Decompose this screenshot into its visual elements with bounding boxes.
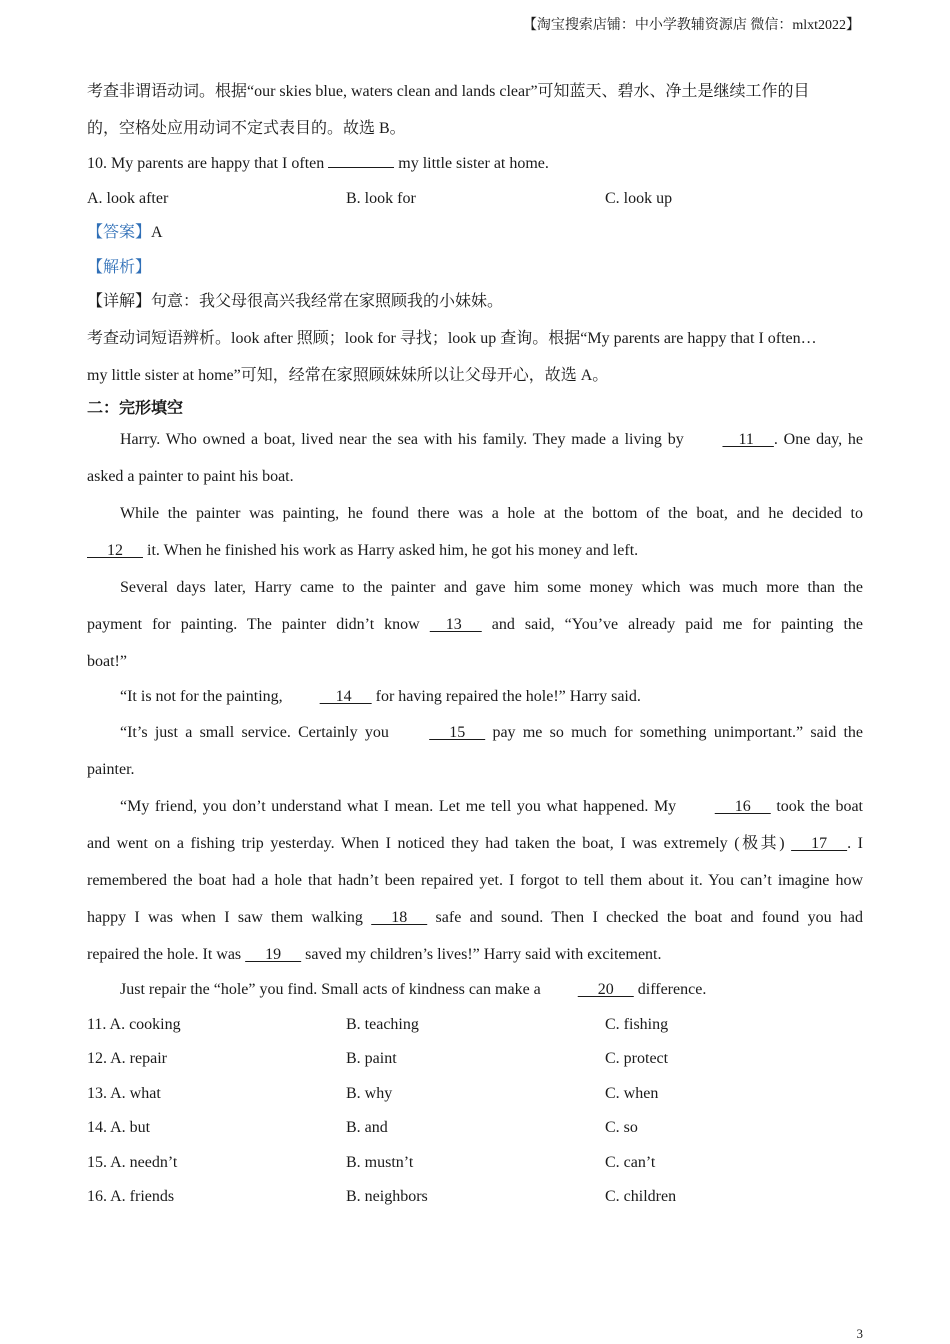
option-row (87, 1077, 863, 1112)
passage-line: “It’s just a small service. Certainly you 15 pay me so much for something unimportant.” said the (87, 714, 863, 751)
passage-line: Just repair the “hole” you find. Small acts of kindness can make a 20 difference. (87, 973, 863, 1008)
blank-12: 12 (87, 541, 143, 559)
blank-14: 14 (319, 687, 372, 705)
blank-16: 16 (714, 798, 771, 815)
passage-line: Harry. Who owned a boat, lived near the sea with his family. They made a living by 11 . One day, he (87, 421, 863, 458)
option-b: B. and (346, 1119, 388, 1136)
option-c: C. when (605, 1084, 659, 1102)
passage-line: While the painter was painting, he found there was a hole at the bottom of the boat, and he decided to (120, 504, 863, 522)
option-row (87, 1146, 863, 1181)
q10-option-a: A. look after (87, 189, 169, 207)
passage-line: 12 it. When he finished his work as Harry asked him, he got his money and left. (87, 532, 863, 569)
blank-11: 11 (722, 430, 774, 448)
page-number: 3 (856, 1326, 863, 1341)
option-b: B. paint (346, 1050, 397, 1067)
passage-line: repaired the hole. It was 19 saved my children’s lives!” Harry said with excitement. (87, 936, 863, 973)
q9-explain-line2: 的，空格处应用动词不定式表目的。故选 B。 (87, 120, 406, 137)
passage-line: and went on a fishing trip yesterday. When I noticed they had taken the boat, I was extremely (极其) 17 . I (87, 825, 863, 862)
q10-option-c: C. look up (605, 189, 673, 207)
passage-line: Several days later, Harry came to the painter and gave him some money which was much more than the (120, 578, 863, 596)
q10-stem: 10. My parents are happy that I often my little sister at home. (87, 155, 549, 172)
q10-analysis-label: 【解析】 (87, 258, 152, 276)
option-b: B. neighbors (346, 1188, 428, 1205)
option-row (87, 1180, 863, 1215)
option-c: C. protect (605, 1050, 669, 1067)
option-row (87, 1008, 863, 1043)
option-c: C. can’t (605, 1153, 656, 1171)
passage-line: painter. (87, 761, 135, 778)
option-b: B. why (346, 1084, 393, 1102)
option-a: 12. A. repair (87, 1050, 167, 1067)
option-a: 15. A. needn’t (87, 1153, 178, 1171)
option-a: 13. A. what (87, 1084, 161, 1102)
option-c: C. children (605, 1188, 677, 1205)
q10-options (87, 182, 863, 217)
page-header: 【淘宝搜索店铺：中小学教辅资源店 微信：mlxt2022】 (522, 18, 860, 33)
q9-explain-line1: 考查非谓语动词。根据“our skies blue, waters clean and lands clear”可知蓝天、碧水、净土是继续工作的目 (87, 83, 810, 100)
passage-line: “My friend, you don’t understand what I mean. Let me tell you what happened. My 16 took the boat (87, 788, 863, 825)
blank-13: 13 (429, 615, 482, 633)
section-title: 二：完形填空 (87, 397, 184, 417)
q10-explain-line2: my little sister at home”可知，经常在家照顾妹妹所以让父母开心，故选 A。 (87, 366, 609, 384)
cloze-options (87, 1008, 863, 1215)
blank-17: 17 (791, 835, 848, 852)
q10-blank (328, 153, 394, 168)
cloze-passage (87, 421, 863, 1008)
option-c: C. fishing (605, 1015, 669, 1033)
blank-19: 19 (245, 946, 302, 963)
q10-option-b: B. look for (346, 189, 416, 207)
passage-line: payment for painting. The painter didn’t know 13 and said, “You’ve already paid me for painting the (87, 606, 863, 643)
q10-answer: 【答案】A (87, 224, 163, 241)
option-row (87, 1042, 863, 1077)
passage-line: remembered the boat had a hole that hadn’t been repaired yet. I forgot to tell them about it. You can’t imagine how (87, 872, 863, 889)
blank-18: 18 (371, 909, 428, 926)
option-a: 14. A. but (87, 1119, 151, 1136)
passage-line: “It is not for the painting, 14 for having repaired the hole!” Harry said. (87, 680, 863, 715)
passage-line: boat!” (87, 652, 127, 670)
blank-15: 15 (429, 724, 486, 741)
option-row (87, 1111, 863, 1146)
option-a: 11. A. cooking (87, 1015, 181, 1033)
option-b: B. teaching (346, 1015, 419, 1033)
option-b: B. mustn’t (346, 1153, 414, 1171)
option-a: 16. A. friends (87, 1188, 175, 1205)
blank-20: 20 (577, 981, 634, 998)
option-c: C. so (605, 1119, 638, 1136)
passage-line: asked a painter to paint his boat. (87, 467, 294, 485)
q10-detail: 【详解】句意：我父母很高兴我经常在家照顾我的小妹妹。 (87, 293, 504, 310)
page-content (87, 73, 863, 1215)
q10-explain-line1: 考查动词短语辨析。look after 照顾；look for 寻找；look up 查询。根据“My parents are happy that I often… (87, 329, 817, 347)
passage-line: happy I was when I saw them walking 18 safe and sound. Then I checked the boat and found you had (87, 899, 863, 936)
